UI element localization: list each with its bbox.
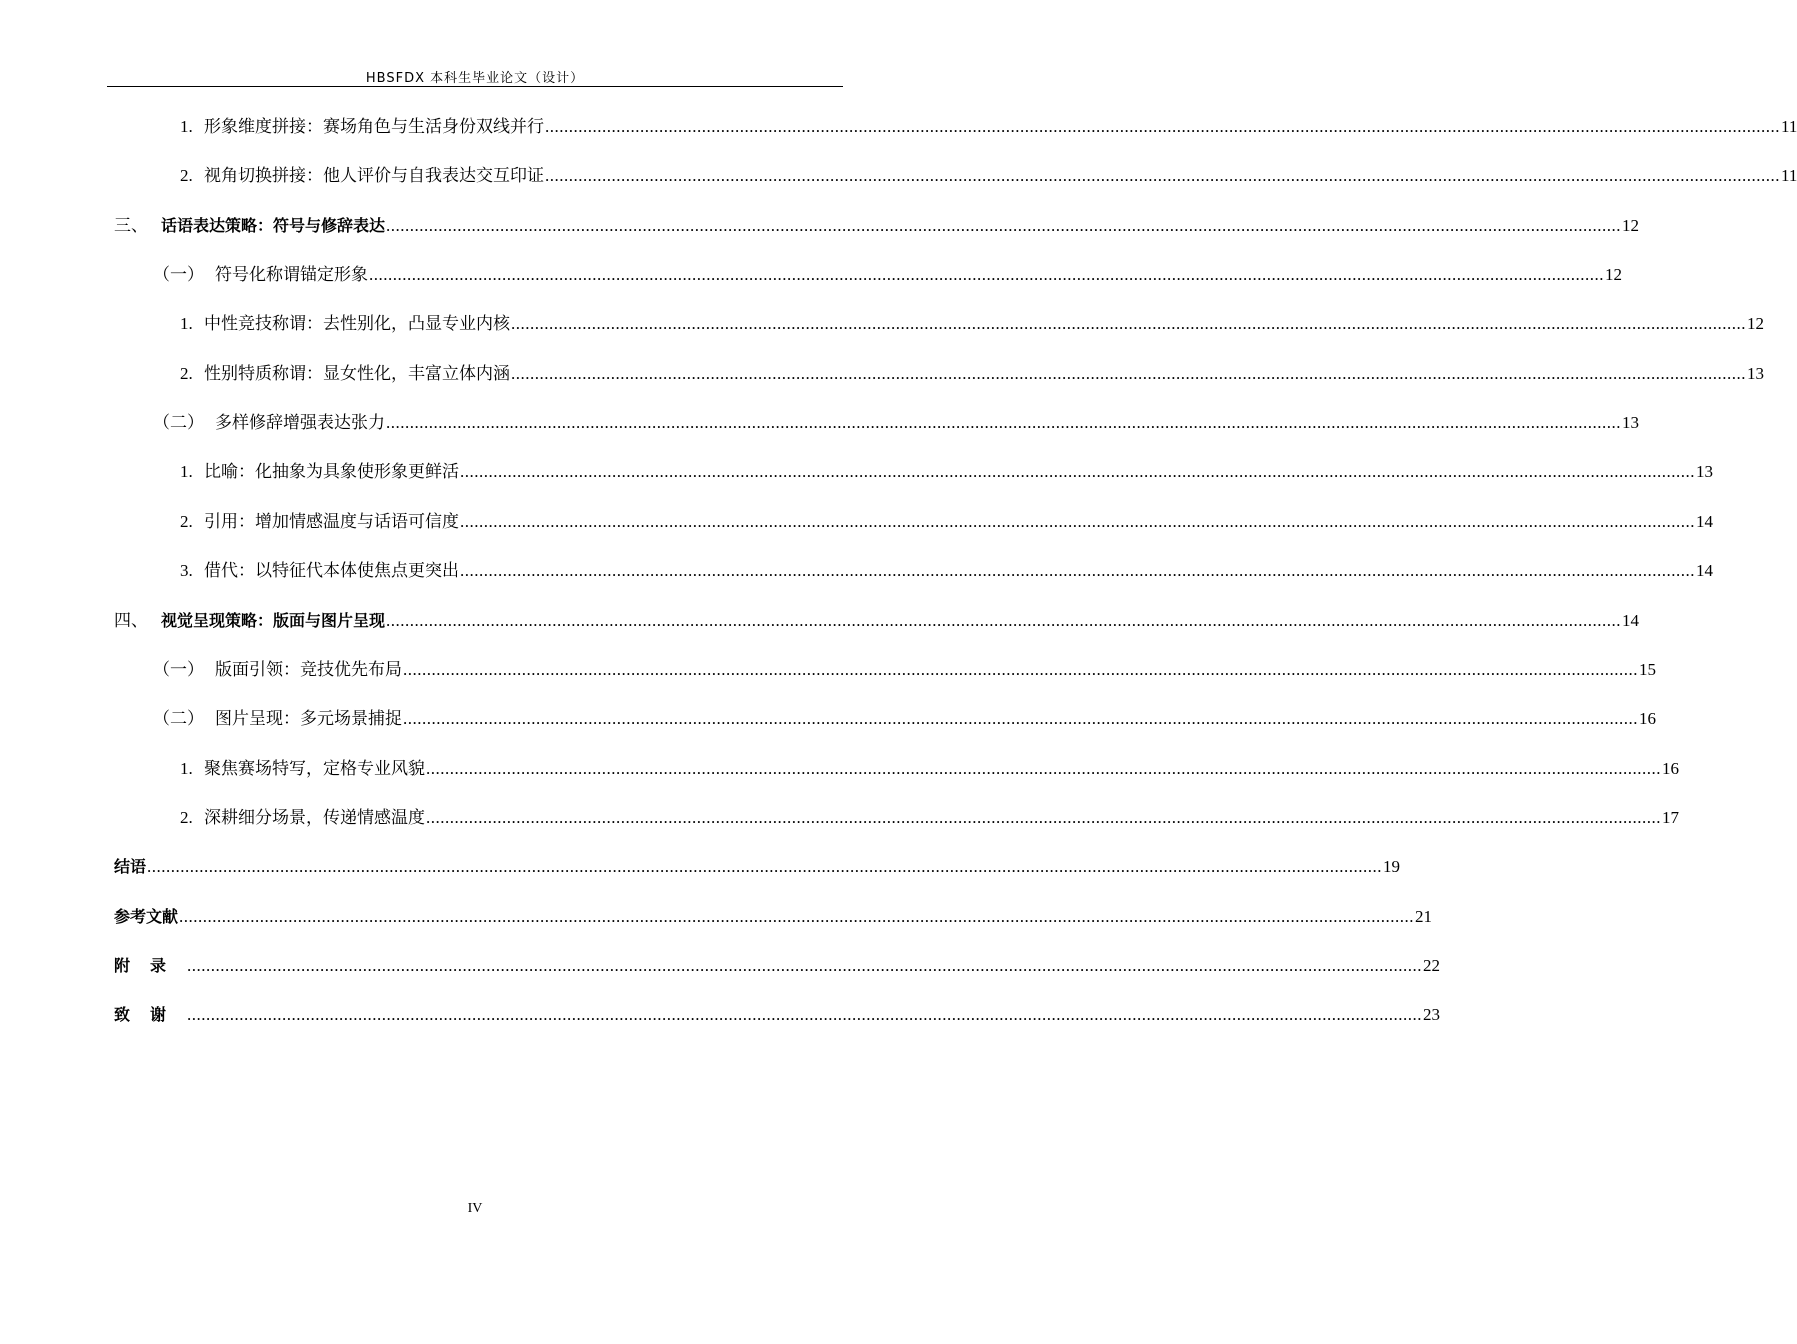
toc-entry[interactable] — [153, 263, 1622, 287]
toc-entry-page: 14 — [1622, 611, 1640, 630]
toc-dot-leader: .................................................................................................................................................................................................................................................................... — [426, 759, 1661, 778]
toc-entry-page: 14 — [1696, 561, 1713, 580]
toc-dot-leader: .................................................................................................................................................................................................................................................................... — [187, 956, 1423, 975]
toc-entry-number: 1. — [180, 117, 193, 136]
toc-entry[interactable] — [180, 312, 1764, 336]
toc-entry-title: 多样修辞增强表达张力 — [215, 413, 385, 433]
toc-entry-title: 性别特质称谓：显女性化，丰富立体内涵 — [204, 364, 510, 384]
toc-entry-number: 2. — [180, 512, 193, 531]
toc-entry-page: 12 — [1622, 216, 1640, 235]
toc-entry[interactable] — [114, 905, 1433, 929]
toc-entry-page: 12 — [1747, 314, 1764, 333]
toc-entry-title: 聚焦赛场特写，定格专业风貌 — [204, 759, 425, 779]
toc-dot-leader: .................................................................................................................................................................................................................................................................... — [460, 512, 1695, 531]
toc-entry-number: （二） — [153, 709, 204, 729]
toc-entry-title: 话语表达策略：符号与修辞表达 — [161, 216, 386, 235]
toc-entry-page: 16 — [1639, 709, 1656, 728]
toc-dot-leader: .................................................................................................................................................................................................................................................................... — [511, 314, 1746, 333]
toc-entry-page: 22 — [1423, 956, 1441, 975]
toc-entry-number: 2. — [180, 166, 193, 185]
toc-entry[interactable] — [180, 806, 1679, 830]
toc-entry-title: 引用：增加情感温度与话语可信度 — [204, 512, 459, 532]
toc-dot-leader: .................................................................................................................................................................................................................................................................... — [187, 1005, 1423, 1024]
toc-entry-page: 13 — [1622, 413, 1639, 432]
toc-entry-page: 16 — [1662, 759, 1679, 778]
toc-dot-leader: .................................................................................................................................................................................................................................................................... — [460, 561, 1695, 580]
toc-entry-page: 13 — [1696, 462, 1713, 481]
toc-entry-number: 1. — [180, 314, 193, 333]
toc-entry-title: 借代：以特征代本体使焦点更突出 — [204, 561, 459, 581]
page-header: HBSFDX 本科生毕业论文（设计） — [365, 71, 585, 86]
toc-entry-title: 致谢 — [114, 1005, 187, 1024]
toc-entry-number: 1. — [180, 462, 193, 481]
toc-entry-title: 形象维度拼接：赛场角色与生活身份双线并行 — [204, 117, 544, 137]
toc-entry-title: 图片呈现：多元场景捕捉 — [215, 709, 402, 729]
toc-entry-number: 2. — [180, 364, 193, 383]
toc-entry[interactable] — [114, 609, 1640, 633]
toc-entry[interactable] — [153, 658, 1656, 682]
toc-entry-number: （一） — [153, 265, 204, 285]
toc-entry-number: 3. — [180, 561, 193, 580]
toc-dot-leader: .................................................................................................................................................................................................................................................................... — [460, 462, 1695, 481]
toc-dot-leader: .................................................................................................................................................................................................................................................................... — [147, 857, 1383, 876]
toc-entry-number: 2. — [180, 808, 193, 827]
toc-entry-page: 23 — [1423, 1005, 1441, 1024]
toc-entry[interactable] — [114, 855, 1401, 879]
toc-dot-leader: .................................................................................................................................................................................................................................................................... — [179, 907, 1415, 926]
toc-entry-page: 11 — [1781, 166, 1797, 185]
toc-entry-page: 19 — [1383, 857, 1401, 876]
toc-dot-leader: .................................................................................................................................................................................................................................................................... — [426, 808, 1661, 827]
toc-entry-title: 符号化称谓锚定形象 — [215, 265, 368, 285]
toc-dot-leader: .................................................................................................................................................................................................................................................................... — [403, 709, 1638, 728]
toc-entry-title: 附录 — [114, 956, 187, 975]
toc-entry-page: 13 — [1747, 364, 1764, 383]
toc-entry-number: （一） — [153, 660, 204, 680]
toc-entry-title: 结语 — [114, 857, 147, 876]
toc-dot-leader: .................................................................................................................................................................................................................................................................... — [403, 660, 1638, 679]
toc-entry[interactable] — [153, 707, 1656, 731]
toc-dot-leader: .................................................................................................................................................................................................................................................................... — [386, 611, 1622, 630]
toc-entry[interactable] — [180, 510, 1713, 534]
toc-entry-title: 参考文献 — [114, 907, 179, 926]
toc-entry[interactable] — [180, 362, 1764, 386]
toc-entry-page: 15 — [1639, 660, 1656, 679]
toc-entry-page: 17 — [1662, 808, 1679, 827]
toc-entry-page: 11 — [1781, 117, 1797, 136]
toc-entry-title: 中性竞技称谓：去性别化，凸显专业内核 — [204, 314, 510, 334]
toc-entry[interactable] — [114, 954, 1441, 978]
toc-entry-title: 视觉呈现策略：版面与图片呈现 — [161, 611, 386, 630]
toc-entry-page: 14 — [1696, 512, 1713, 531]
toc-dot-leader: .................................................................................................................................................................................................................................................................... — [386, 216, 1622, 235]
toc-entry-title: 深耕细分场景，传递情感温度 — [204, 808, 425, 828]
toc-entry[interactable] — [180, 559, 1713, 583]
toc-entry[interactable] — [180, 115, 1797, 139]
toc-entry-title: 视角切换拼接：他人评价与自我表达交互印证 — [204, 166, 544, 186]
toc-entry-page: 12 — [1605, 265, 1622, 284]
toc-entry-page: 21 — [1415, 907, 1433, 926]
toc-entry[interactable] — [114, 1003, 1441, 1027]
header-rule — [107, 86, 843, 87]
toc-dot-leader: .................................................................................................................................................................................................................................................................... — [369, 265, 1604, 284]
toc-entry-title: 比喻：化抽象为具象使形象更鲜活 — [204, 462, 459, 482]
toc-entry[interactable] — [153, 411, 1639, 435]
toc-entry-number: 1. — [180, 759, 193, 778]
toc-entry[interactable] — [180, 164, 1797, 188]
toc-entry-title: 版面引领：竞技优先布局 — [215, 660, 402, 680]
toc-dot-leader: .................................................................................................................................................................................................................................................................... — [545, 117, 1780, 136]
toc-dot-leader: .................................................................................................................................................................................................................................................................... — [511, 364, 1746, 383]
toc-entry-number: 三、 — [114, 216, 148, 236]
toc-entry-number: （二） — [153, 413, 204, 433]
toc-dot-leader: .................................................................................................................................................................................................................................................................... — [386, 413, 1621, 432]
toc-entry[interactable] — [180, 460, 1713, 484]
toc-entry[interactable] — [114, 214, 1640, 238]
toc-entry-number: 四、 — [114, 611, 148, 631]
page-number: IV — [467, 1201, 483, 1216]
toc-dot-leader: .................................................................................................................................................................................................................................................................... — [545, 166, 1780, 185]
toc-entry[interactable] — [180, 757, 1679, 781]
